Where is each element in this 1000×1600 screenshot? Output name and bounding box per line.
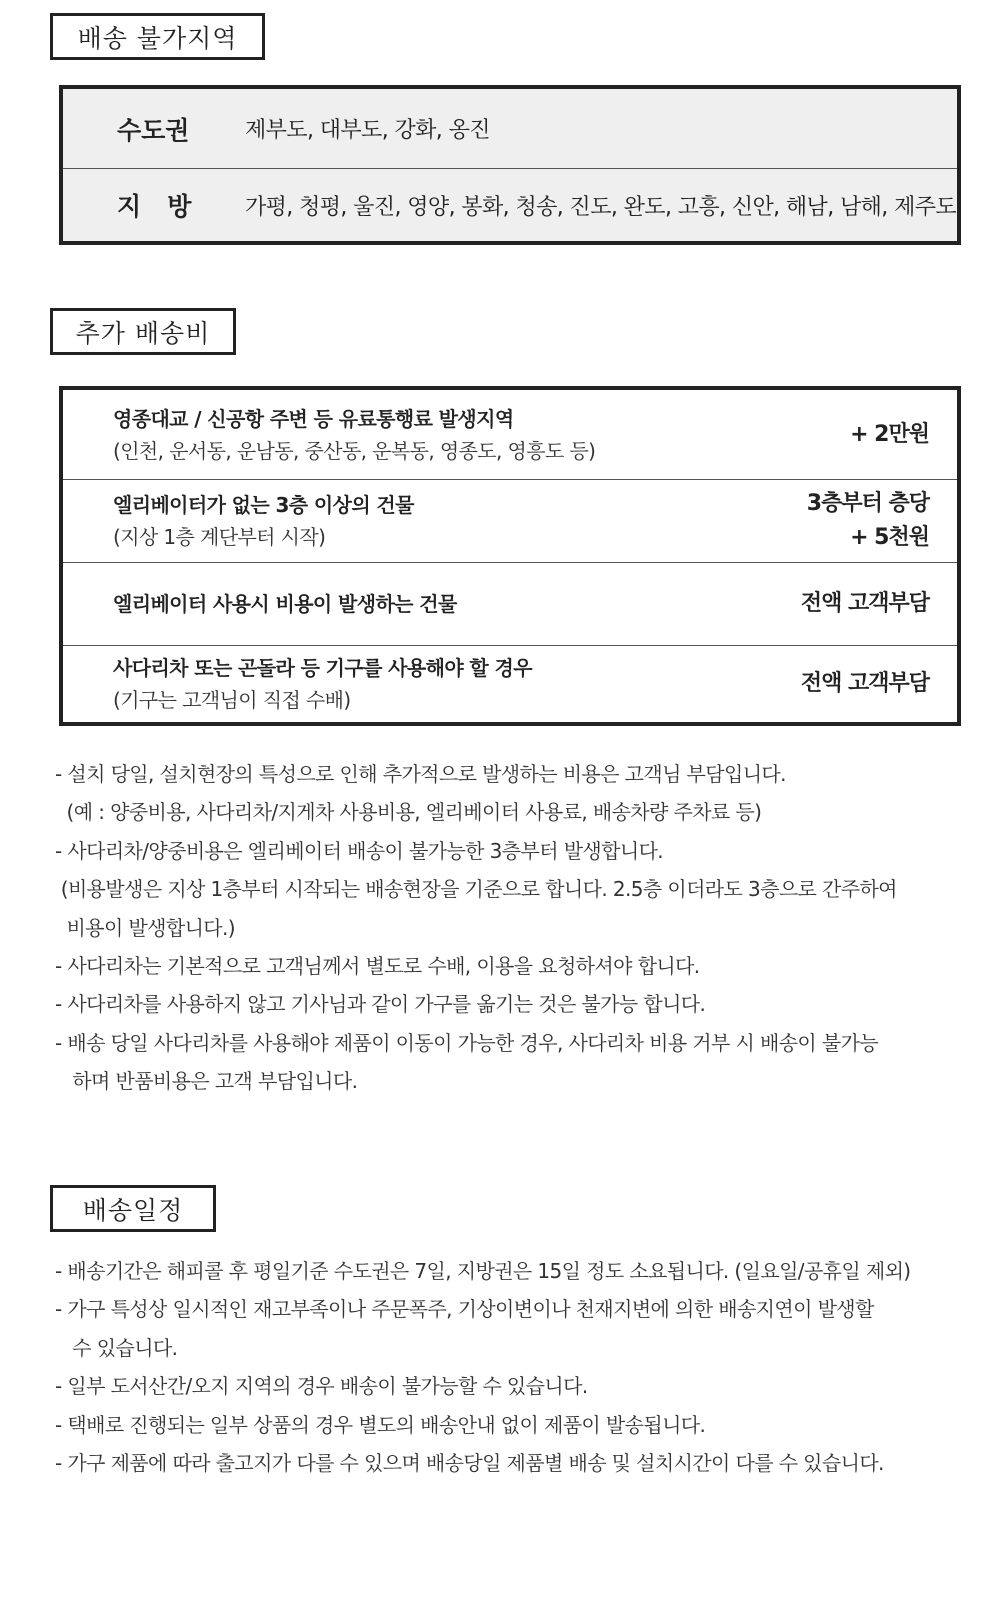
extra-fee-table xyxy=(59,386,961,726)
note-line: - 택배로 진행되는 일부 상품의 경우 별도의 배송안내 없이 제품이 발송됩니다. xyxy=(55,1412,706,1437)
fee-title: 엘리베이터가 없는 3층 이상의 건물 xyxy=(113,493,414,517)
fee-price xyxy=(801,563,929,645)
note-line: - 배송기간은 해피콜 후 평일기준 수도권은 7일, 지방권은 15일 정도 소요됩니다. (일요일/공휴일 제외) xyxy=(55,1259,911,1283)
region-value: 가평, 청평, 울진, 영양, 봉화, 청송, 진도, 완도, 고흥, 신안, 해남, 남해, 제주도 xyxy=(245,194,957,220)
fee-subtitle: (지상 1층 계단부터 시작) xyxy=(113,525,326,549)
fee-price-line: 전액 고객부담 xyxy=(800,591,929,616)
fee-row-toll xyxy=(63,390,957,480)
region-head: 지 방 xyxy=(117,192,192,221)
fee-row-no-elevator xyxy=(63,480,957,563)
fee-description xyxy=(113,563,457,645)
fee-price xyxy=(807,480,929,562)
fee-price-line: 전액 고객부담 xyxy=(800,671,929,696)
fee-description xyxy=(113,480,414,562)
note-line: - 사다리차를 사용하지 않고 기사님과 같이 가구를 옮기는 것은 불가능 합니다. xyxy=(55,992,706,1017)
note-line: (비용발생은 지상 1층부터 시작되는 배송현장을 기준으로 합니다. 2.5층 이더라도 3층으로 간주하여 xyxy=(55,877,897,902)
section-label-unavailable: 배송 불가지역 xyxy=(50,13,265,60)
fee-price-line: 3층부터 층당 xyxy=(806,491,929,516)
note-line: 하며 반품비용은 고객 부담입니다. xyxy=(55,1069,358,1094)
schedule-notes xyxy=(55,1252,985,1482)
fee-description xyxy=(113,390,595,479)
note-line: 비용이 발생합니다.) xyxy=(55,915,235,940)
section-label-extra-fee: 추가 배송비 xyxy=(50,308,236,355)
fee-row-ladder xyxy=(63,646,957,722)
note-line: - 사다리차는 기본적으로 고객님께서 별도로 수배, 이용을 요청하셔야 합니다. xyxy=(55,953,700,978)
region-row-capital xyxy=(63,89,957,169)
fee-price-line: + 2만원 xyxy=(850,421,929,447)
region-row-local xyxy=(63,169,957,241)
fee-row-elevator-fee xyxy=(63,563,957,646)
fee-price xyxy=(801,646,929,722)
fee-title: 엘리베이터 사용시 비용이 발생하는 건물 xyxy=(113,592,457,616)
fee-price-line: + 5천원 xyxy=(850,525,929,550)
note-line: - 일부 도서산간/오지 지역의 경우 배송이 불가능할 수 있습니다. xyxy=(55,1374,588,1399)
region-head: 수도권 xyxy=(117,115,190,145)
note-line: 수 있습니다. xyxy=(55,1335,178,1360)
note-line: - 사다리차/양중비용은 엘리베이터 배송이 불가능한 3층부터 발생합니다. xyxy=(55,838,664,863)
fee-subtitle: (기구는 고객님이 직접 수배) xyxy=(113,688,351,712)
fee-description xyxy=(113,646,532,722)
fee-subtitle: (인천, 운서동, 운남동, 중산동, 운복동, 영종도, 영흥도 등) xyxy=(113,438,596,463)
extra-fee-notes xyxy=(55,755,985,1101)
fee-title: 사다리차 또는 곤돌라 등 기구를 사용해야 할 경우 xyxy=(113,656,532,680)
note-line: (예 : 양중비용, 사다리차/지게차 사용비용, 엘리베이터 사용료, 배송차량 주차료 등) xyxy=(55,800,762,825)
fee-title: 영종대교 / 신공항 주변 등 유료통행료 발생지역 xyxy=(113,406,514,431)
note-line: - 설치 당일, 설치현장의 특성으로 인해 추가적으로 발생하는 비용은 고객님 부담입니다. xyxy=(55,762,786,786)
note-line: - 배송 당일 사다리차를 사용해야 제품이 이동이 가능한 경우, 사다리차 비용 거부 시 배송이 불가능 xyxy=(55,1030,879,1055)
note-line: - 가구 제품에 따라 출고지가 다를 수 있으며 배송당일 제품별 배송 및 설치시간이 다를 수 있습니다. xyxy=(55,1450,884,1475)
fee-price xyxy=(850,390,929,479)
unavailable-region-table xyxy=(59,85,961,245)
section-label-schedule: 배송일정 xyxy=(50,1185,216,1232)
region-value: 제부도, 대부도, 강화, 옹진 xyxy=(245,118,490,143)
note-line: - 가구 특성상 일시적인 재고부족이나 주문폭주, 기상이변이나 천재지변에 의한 배송지연이 발생할 xyxy=(55,1297,874,1322)
